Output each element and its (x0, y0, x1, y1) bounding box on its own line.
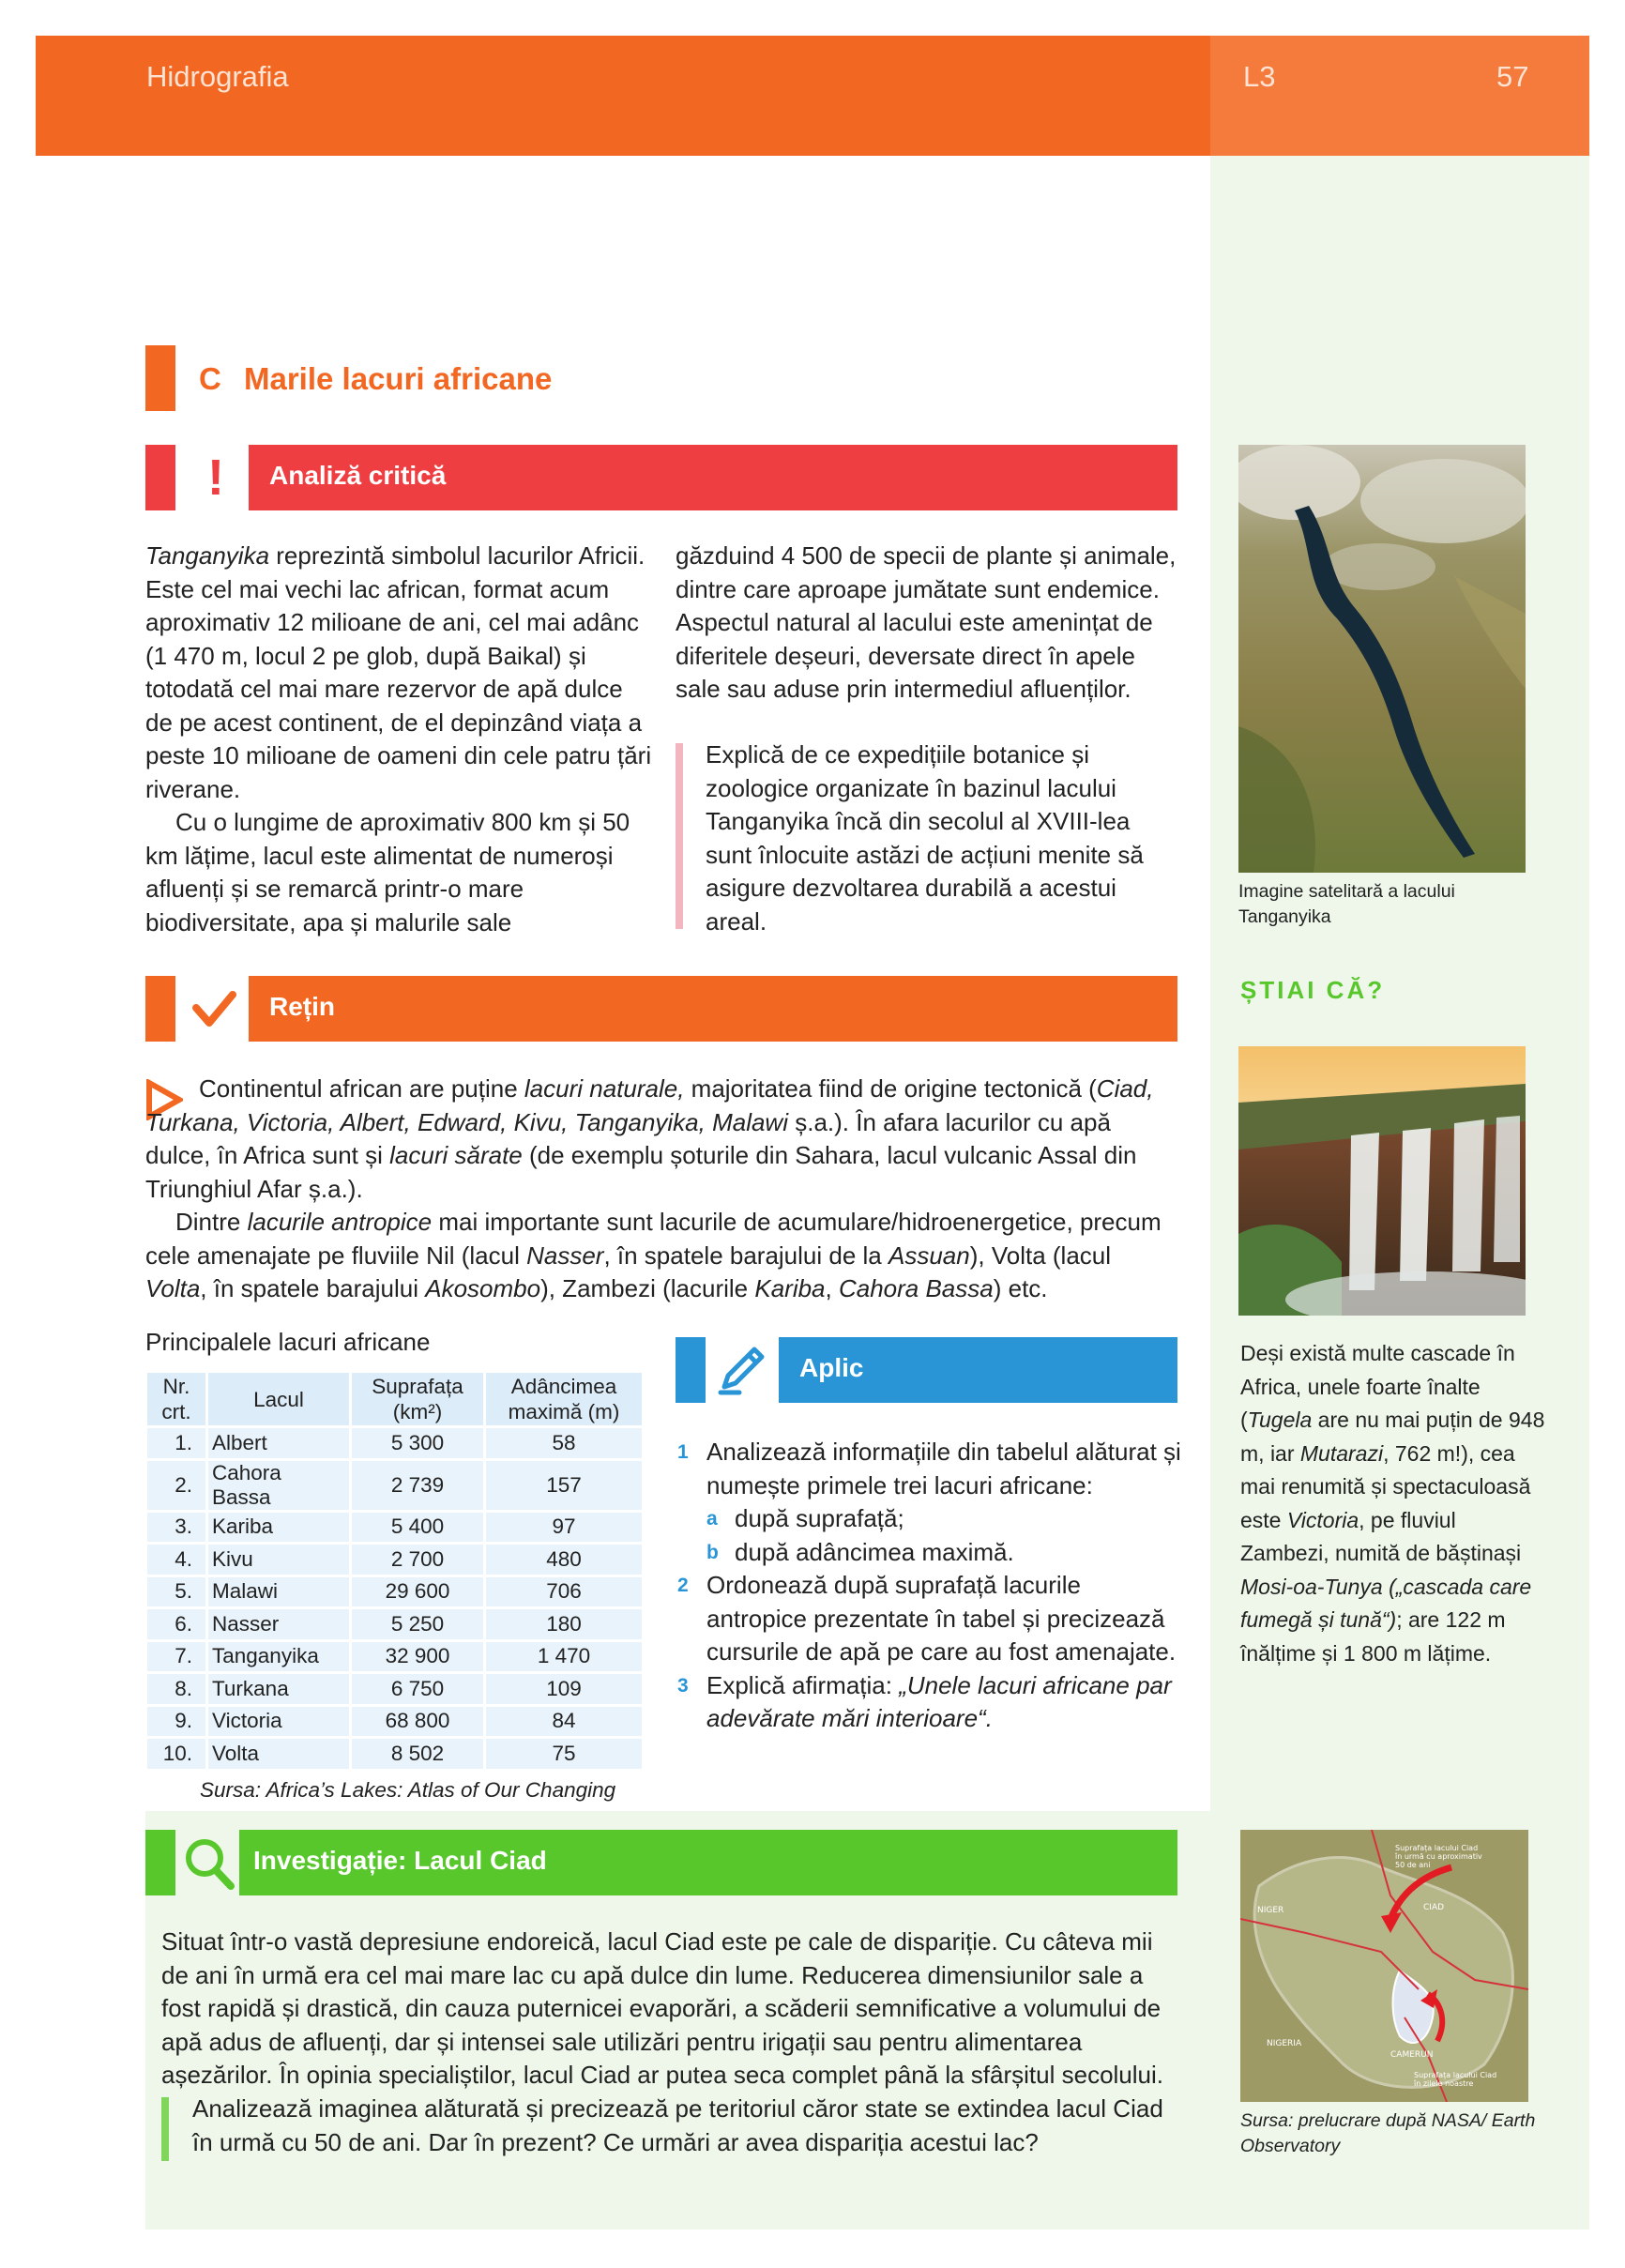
analysis-marker (145, 445, 175, 510)
row-depth: 97 (486, 1513, 642, 1543)
section-letter: C (199, 361, 221, 396)
table-row (147, 1642, 642, 1672)
row-depth: 109 (486, 1674, 642, 1704)
row-depth: 84 (486, 1707, 642, 1737)
victoria-falls-image (1238, 1046, 1526, 1316)
retin-p2-f: Assuan (888, 1241, 970, 1270)
retin-p2-h: Volta (145, 1274, 201, 1302)
question-2-number: 2 (677, 1575, 689, 1596)
row-number: 4. (147, 1545, 205, 1575)
table-row (147, 1461, 642, 1510)
analysis-paragraph-2: Cu o lungime de aproximativ 800 km și 50 km lățime, lacul este alimentat de numeroși afluenți și se remarcă printr-o mare biodiversitate, apa și malurile sale (145, 808, 630, 936)
question-2-text: Ordonează după suprafață lacurile antropice prezentate în tabel și precizează cursurile de apă pe care au fost amenajate. (706, 1571, 1177, 1666)
question-1b-letter: b (706, 1541, 719, 1563)
table-row (147, 1513, 642, 1543)
row-lake: Malawi (208, 1577, 349, 1607)
row-area: 5 250 (352, 1609, 483, 1639)
question-1a-text: după suprafață; (735, 1504, 904, 1532)
row-area: 2 700 (352, 1545, 483, 1575)
page-number: 57 (1496, 60, 1529, 93)
row-depth: 1 470 (486, 1642, 642, 1672)
pencil-icon (711, 1340, 771, 1400)
aplic-label: Aplic (799, 1353, 864, 1382)
map-label-present: Suprafața lacului Ciad în zilele noastre (1414, 2071, 1497, 2088)
question-3 (676, 1669, 1182, 1736)
retin-p2-k: ), Zambezi (lacurile (540, 1274, 755, 1302)
retin-p1-d: Ciad, Turkana, Victoria, Albert, Edward, Kivu, Tanganyika, Malawi (145, 1074, 1154, 1136)
header-depth: Adâncimea maximă (m) (486, 1373, 642, 1425)
exclamation-icon: ! (207, 449, 224, 506)
retin-p2-g: ), Volta (lacul (969, 1241, 1112, 1270)
stiai-b: Tugela (1247, 1408, 1313, 1432)
table-row (147, 1577, 642, 1607)
retin-p2-a: Dintre (175, 1208, 248, 1236)
row-number: 7. (147, 1642, 205, 1672)
row-lake: Nasser (208, 1609, 349, 1639)
table-row (147, 1707, 642, 1737)
question-3-number: 3 (677, 1674, 689, 1697)
row-area: 2 739 (352, 1461, 483, 1510)
retin-p1-b: lacuri naturale, (524, 1074, 685, 1103)
stiai-c: are nu mai puțin de 948 m, iar (1240, 1408, 1545, 1466)
checkmark-icon (190, 985, 237, 1032)
retin-text (145, 1073, 1177, 1306)
stiai-a: Deși există multe cascade în Africa, unele foarte înalte ( (1240, 1341, 1515, 1432)
retin-p2-c: mai importante sunt lacurile de acumulare/hidroenergetice, precum cele amenajate pe fluviile Nil (lacul (145, 1208, 1162, 1270)
table-source: Sursa: Africa’s Lakes: Atlas of Our Changing (200, 1778, 616, 1802)
question-1a (676, 1502, 1182, 1536)
table-row (147, 1609, 642, 1639)
row-depth: 157 (486, 1461, 642, 1510)
retin-p1-e: ș.a.). În afara lacurilor cu apă dulce, în Africa sunt și (145, 1107, 1111, 1169)
row-number: 3. (147, 1513, 205, 1543)
analysis-column-2 (676, 540, 1177, 707)
row-depth: 75 (486, 1739, 642, 1769)
stiai-d: Mutarazi (1299, 1440, 1384, 1466)
row-lake: Volta (208, 1739, 349, 1769)
stiai-h: Mosi-oa-Tunya („cascada care fumegă și tună“) (1240, 1574, 1532, 1632)
question-1b (676, 1536, 1182, 1570)
satellite-caption: Imagine satelitară a lacului Tanganyika (1238, 881, 1455, 927)
header-nr: Nr. crt. (147, 1373, 205, 1425)
row-area: 29 600 (352, 1577, 483, 1607)
retin-p2-o: ) etc. (993, 1274, 1048, 1302)
table-header-row (147, 1373, 642, 1425)
aplic-questions (676, 1436, 1182, 1736)
section-marker (145, 345, 175, 411)
lake-table (144, 1370, 645, 1772)
row-number: 8. (147, 1674, 205, 1704)
retin-p2-b: lacurile antropice (247, 1208, 433, 1236)
map-label-camerun: CAMERUN (1390, 2050, 1434, 2060)
row-number: 9. (147, 1707, 205, 1737)
map-label-niger: NIGER (1257, 1906, 1284, 1915)
analysis-paragraph-3: găzduind 4 500 de specii de plante și animale, dintre care aproape jumătate sunt endemice. Aspectul natural al lacului este amenințat de diferitele deșeuri, deversate direct în apele sale sau aduse prin intermediul afluenților. (676, 541, 1177, 703)
lake-name-tanganyika: Tanganyika (145, 541, 270, 570)
question-3-text: Explică afirmația: (706, 1670, 900, 1699)
row-area: 5 400 (352, 1513, 483, 1543)
retin-p2-d: Nasser (526, 1241, 604, 1270)
row-lake: Cahora Bassa (208, 1461, 349, 1510)
row-lake: Kivu (208, 1545, 349, 1575)
row-number: 1. (147, 1428, 205, 1458)
map-caption: Sursa: prelucrare după NASA/ Earth Observatory (1240, 2110, 1536, 2156)
row-depth: 180 (486, 1609, 642, 1639)
task-marker (676, 743, 683, 929)
investigation-banner (239, 1830, 1177, 1895)
row-depth: 706 (486, 1577, 642, 1607)
investigation-label: Investigație: Lacul Ciad (253, 1846, 547, 1875)
lake-table-wrapper (144, 1370, 645, 1772)
analysis-task: Explică de ce expedițiile botanice și zoologice organizate în bazinul lacului Tanganyika încă din secolul al XVIII-lea sunt înlocuite astăzi de acțiuni menite să asigure dezvoltarea durabilă a acestui areal. (706, 740, 1144, 936)
retin-p2-l: Kariba (754, 1274, 826, 1302)
question-3-quote: „Unele lacuri africane par adevărate mări interioare“. (706, 1670, 1172, 1732)
retin-marker (145, 976, 175, 1042)
row-area: 6 750 (352, 1674, 483, 1704)
stiai-text (1240, 1337, 1550, 1670)
analysis-banner (249, 445, 1177, 510)
retin-p1-a: Continentul african are puține (199, 1074, 524, 1103)
investigation-marker (145, 1830, 175, 1895)
retin-p1-f: lacuri sărate (389, 1141, 523, 1169)
table-title: Principalele lacuri africane (145, 1328, 431, 1356)
retin-p2-j: Akosombo (425, 1274, 541, 1302)
row-number: 2. (147, 1461, 205, 1510)
lake-chad-map (1240, 1830, 1528, 2102)
header-bar-side (1210, 36, 1589, 156)
investigation-text: Situat într-o vastă depresiune endoreică, lacul Ciad este pe cale de dispariție. Cu câteva mii de ani în urmă era cel mai mare lac cu apă dulce din lume. Reducerea dimensiunilor sale a fost rapidă și drastică, din cauza puternicei evaporări, a scăderii semnificative a volumului de apă adus de afluenți, dar și intensei sale utilizări pentru irigații sau pentru alimentarea așezărilor. În opinia specialiștilor, lacul Ciad ar putea seca complet până la sfârșitul secolului. (161, 1927, 1164, 2089)
question-1a-letter: a (706, 1508, 718, 1530)
stiai-f: Victoria (1286, 1507, 1359, 1532)
retin-p2-n: Cahora Bassa (838, 1274, 994, 1302)
row-area: 32 900 (352, 1642, 483, 1672)
aplic-marker (676, 1337, 706, 1403)
retin-banner (249, 976, 1177, 1042)
header-bar (36, 36, 1210, 156)
investigation-task-marker (161, 2097, 169, 2161)
row-number: 6. (147, 1609, 205, 1639)
header-area: Suprafața (km²) (352, 1373, 483, 1425)
retin-p1-c: majoritatea fiind de origine tectonică ( (684, 1074, 1097, 1103)
row-lake: Albert (208, 1428, 349, 1458)
row-area: 8 502 (352, 1739, 483, 1769)
chapter-title: Hidrografia (146, 60, 289, 93)
row-lake: Victoria (208, 1707, 349, 1737)
stiai-i: ; are 122 m înălțime și 1 800 m lățime. (1240, 1607, 1506, 1666)
stiai-e: , 762 m!), cea mai renumită și spectaculoasă este (1240, 1440, 1531, 1532)
lesson-code: L3 (1243, 60, 1276, 93)
retin-label: Rețin (269, 992, 335, 1021)
retin-p2-m: , (825, 1274, 839, 1302)
retin-p1-g: (de exemplu șoturile din Sahara, lacul vulcanic Assal din Triunghiul Afar ș.a.). (145, 1141, 1137, 1203)
table-row (147, 1428, 642, 1458)
section-title: Marile lacuri africane (244, 361, 553, 396)
row-lake: Kariba (208, 1513, 349, 1543)
map-label-nigeria: NIGERIA (1267, 2039, 1302, 2048)
aplic-banner (779, 1337, 1177, 1403)
investigation-task: Analizează imaginea alăturată și precizează pe teritoriul căror state se extindea lacul Ciad în urmă cu 50 de ani. Dar în prezent? Ce urmări ar avea dispariția acestui lac? (192, 2094, 1163, 2156)
row-lake: Turkana (208, 1674, 349, 1704)
map-label-past: Suprafața lacului Ciad în urmă cu aproximativ 50 de ani (1395, 1844, 1482, 1869)
row-area: 5 300 (352, 1428, 483, 1458)
satellite-image-tanganyika (1238, 445, 1526, 873)
question-1b-text: după adâncimea maximă. (735, 1537, 1014, 1566)
analysis-paragraph-1: reprezintă simbolul lacurilor Africii. Este cel mai vechi lac african, format acum aproximativ 12 milioane de ani, cel mai adânc (1 470 m, locul 2 pe glob, după Baikal) și totodată cel mai mare rezervor de apă dulce de pe acest continent, de el depinzând viața a peste 10 milioane de oameni din cele patru țări riverane. (145, 541, 652, 803)
stiai-title: ȘTIAI CĂ? (1240, 976, 1386, 1004)
table-row (147, 1545, 642, 1575)
row-depth: 480 (486, 1545, 642, 1575)
analysis-column-1 (145, 540, 652, 939)
retin-p2-e: , în spatele barajului de la (603, 1241, 888, 1270)
table-row (147, 1739, 642, 1769)
analysis-label: Analiză critică (269, 461, 447, 490)
row-number: 5. (147, 1577, 205, 1607)
row-area: 68 800 (352, 1707, 483, 1737)
question-2 (676, 1569, 1182, 1669)
row-depth: 58 (486, 1428, 642, 1458)
table-row (147, 1674, 642, 1704)
question-1-text: Analizează informațiile din tabelul alăturat și numește primele trei lacuri africane: (706, 1438, 1181, 1499)
question-1 (676, 1436, 1182, 1502)
retin-p2-i: , în spatele barajului (200, 1274, 426, 1302)
header-lake: Lacul (208, 1373, 349, 1425)
row-number: 10. (147, 1739, 205, 1769)
stiai-g: , pe fluviul Zambezi, numită de băștinași (1240, 1507, 1522, 1565)
row-lake: Tanganyika (208, 1642, 349, 1672)
question-1-number: 1 (677, 1441, 689, 1463)
magnifier-icon (180, 1830, 238, 1895)
map-label-ciad: CIAD (1423, 1903, 1445, 1912)
